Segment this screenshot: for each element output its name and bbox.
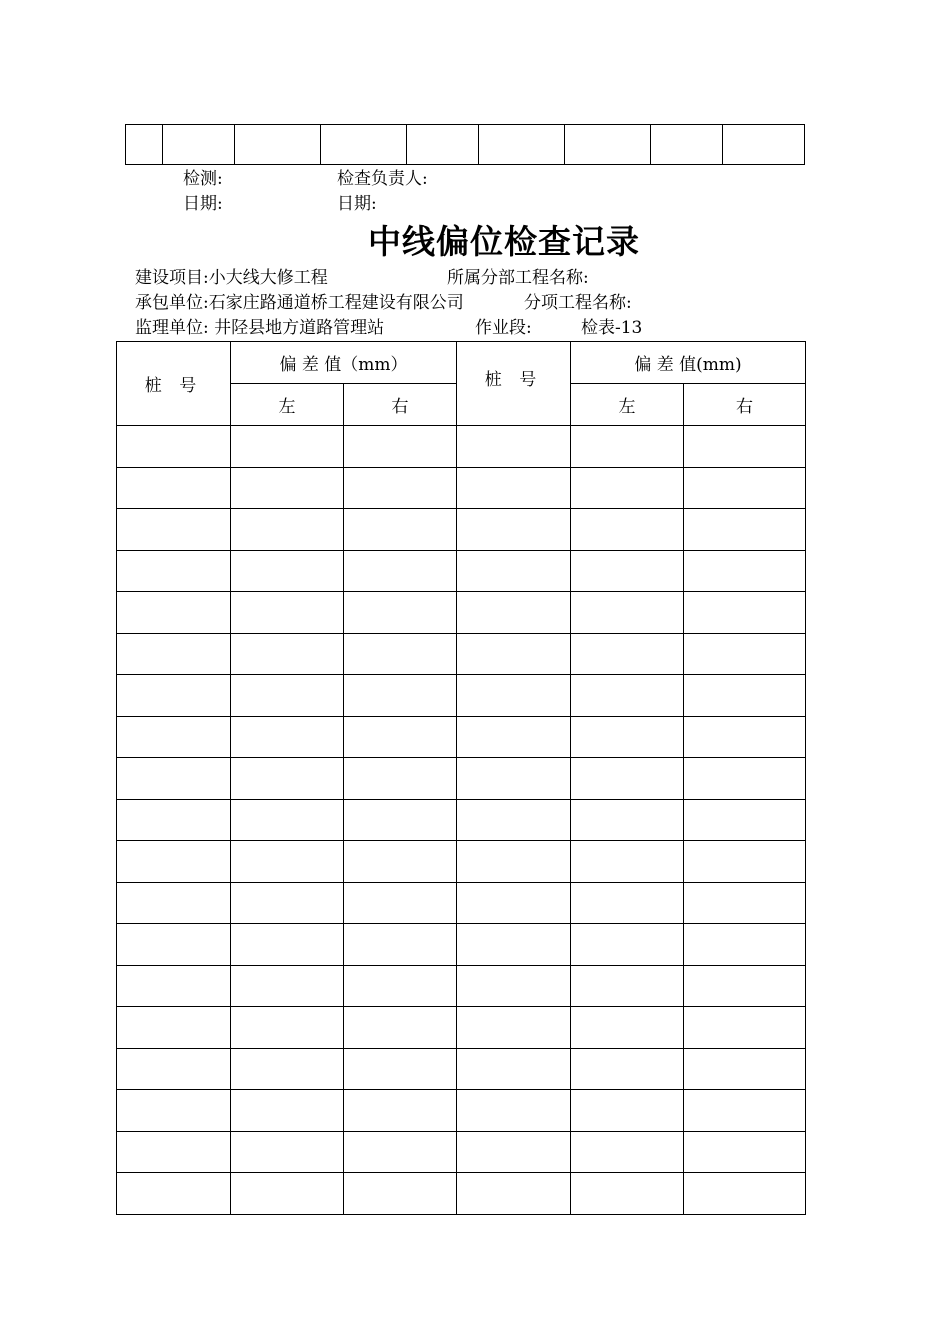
table-cell[interactable]: [117, 1048, 231, 1090]
table-cell[interactable]: [684, 1131, 806, 1173]
inspector-date-label: 日期:: [183, 194, 223, 214]
table-cell[interactable]: [684, 965, 806, 1007]
table-cell[interactable]: [457, 1048, 571, 1090]
table-cell[interactable]: [571, 1007, 684, 1049]
table-cell[interactable]: [117, 758, 231, 800]
table-cell[interactable]: [571, 675, 684, 717]
strip-cell: [163, 125, 235, 165]
table-cell[interactable]: [457, 1131, 571, 1173]
table-cell[interactable]: [684, 799, 806, 841]
table-cell[interactable]: [344, 675, 457, 717]
table-cell[interactable]: [231, 675, 344, 717]
table-row: [117, 1131, 806, 1173]
table-cell[interactable]: [344, 758, 457, 800]
table-row: [117, 882, 806, 924]
table-cell[interactable]: [117, 924, 231, 966]
strip-cell: [723, 125, 805, 165]
form-number: 检表-13: [581, 318, 643, 338]
table-cell[interactable]: [117, 633, 231, 675]
table-cell[interactable]: [457, 882, 571, 924]
table-cell[interactable]: [117, 799, 231, 841]
table-cell[interactable]: [344, 467, 457, 509]
table-row: [117, 1007, 806, 1049]
table-cell[interactable]: [571, 758, 684, 800]
table-cell[interactable]: [457, 426, 571, 468]
table-cell[interactable]: [231, 758, 344, 800]
table-cell[interactable]: [571, 426, 684, 468]
strip-cell: [126, 125, 163, 165]
supervision-field: 监理单位: 井陉县地方道路管理站: [135, 318, 385, 338]
project-field: 建设项目:小大线大修工程: [135, 268, 328, 288]
table-cell[interactable]: [344, 550, 457, 592]
table-row: [117, 633, 806, 675]
table-cell[interactable]: [571, 924, 684, 966]
table-cell[interactable]: [344, 1048, 457, 1090]
table-row: [117, 1048, 806, 1090]
division-field: 所属分部工程名称:: [447, 268, 589, 288]
right-header: 右: [684, 384, 806, 426]
supervisor-date-label: 日期:: [337, 194, 377, 214]
table-cell[interactable]: [684, 592, 806, 634]
table-cell[interactable]: [231, 592, 344, 634]
table-row: [117, 924, 806, 966]
table-cell[interactable]: [231, 1007, 344, 1049]
table-cell[interactable]: [457, 592, 571, 634]
table-cell[interactable]: [571, 799, 684, 841]
table-cell[interactable]: [117, 509, 231, 551]
table-cell[interactable]: [571, 1173, 684, 1215]
table-cell[interactable]: [344, 426, 457, 468]
table-cell[interactable]: [117, 1173, 231, 1215]
table-cell[interactable]: [117, 1131, 231, 1173]
table-cell[interactable]: [117, 675, 231, 717]
table-cell[interactable]: [231, 550, 344, 592]
table-cell[interactable]: [684, 841, 806, 883]
strip-cell: [565, 125, 651, 165]
table-cell[interactable]: [571, 1048, 684, 1090]
table-cell[interactable]: [344, 1131, 457, 1173]
table-row: [117, 426, 806, 468]
table-cell[interactable]: [231, 509, 344, 551]
table-cell[interactable]: [684, 882, 806, 924]
right-header: 右: [344, 384, 457, 426]
pile-number-header-right: 桩 号: [457, 342, 571, 426]
deviation-header-left: 偏 差 值（mm）: [231, 342, 457, 384]
page-title: 中线偏位检查记录: [368, 222, 640, 261]
table-cell[interactable]: [344, 841, 457, 883]
table-cell[interactable]: [684, 633, 806, 675]
table-cell[interactable]: [231, 716, 344, 758]
table-cell[interactable]: [117, 1090, 231, 1132]
table-cell[interactable]: [571, 550, 684, 592]
table-cell[interactable]: [684, 426, 806, 468]
table-cell[interactable]: [457, 841, 571, 883]
table-cell[interactable]: [344, 1090, 457, 1132]
left-header: 左: [231, 384, 344, 426]
table-cell[interactable]: [571, 882, 684, 924]
table-row: [117, 716, 806, 758]
table-cell[interactable]: [457, 550, 571, 592]
table-cell[interactable]: [344, 924, 457, 966]
table-row: [117, 1173, 806, 1215]
table-cell[interactable]: [117, 426, 231, 468]
table-cell[interactable]: [344, 1007, 457, 1049]
table-row: [117, 467, 806, 509]
table-cell[interactable]: [344, 965, 457, 1007]
table-cell[interactable]: [117, 592, 231, 634]
deviation-header-right: 偏 差 值(mm): [571, 342, 806, 384]
supervisor-label: 检查负责人:: [337, 169, 428, 189]
strip-cell: [479, 125, 565, 165]
table-row: [117, 758, 806, 800]
table-row: [117, 1090, 806, 1132]
table-cell[interactable]: [344, 1173, 457, 1215]
table-cell[interactable]: [117, 841, 231, 883]
table-cell[interactable]: [231, 467, 344, 509]
table-cell[interactable]: [117, 716, 231, 758]
table-cell[interactable]: [571, 716, 684, 758]
subitem-field: 分项工程名称:: [524, 293, 632, 313]
table-cell[interactable]: [571, 965, 684, 1007]
table-cell[interactable]: [457, 1007, 571, 1049]
table-cell[interactable]: [231, 1131, 344, 1173]
table-cell[interactable]: [684, 1048, 806, 1090]
table-cell[interactable]: [231, 841, 344, 883]
table-row: [117, 592, 806, 634]
table-cell[interactable]: [571, 1131, 684, 1173]
table-cell[interactable]: [231, 1048, 344, 1090]
strip-cell: [321, 125, 407, 165]
table-cell[interactable]: [231, 799, 344, 841]
table-row: [117, 841, 806, 883]
table-cell[interactable]: [457, 509, 571, 551]
pile-number-header-left: 桩 号: [117, 342, 231, 426]
table-cell[interactable]: [231, 882, 344, 924]
table-row: [117, 799, 806, 841]
table-cell[interactable]: [457, 965, 571, 1007]
table-cell[interactable]: [684, 1090, 806, 1132]
table-cell[interactable]: [457, 467, 571, 509]
table-cell[interactable]: [231, 426, 344, 468]
strip-cell: [235, 125, 321, 165]
table-body: [117, 426, 806, 1215]
table-row: [117, 675, 806, 717]
table-cell[interactable]: [117, 467, 231, 509]
table-cell[interactable]: [457, 758, 571, 800]
table-cell[interactable]: [117, 882, 231, 924]
inspector-label: 检测:: [183, 169, 223, 189]
table-cell[interactable]: [457, 675, 571, 717]
table-cell[interactable]: [457, 1173, 571, 1215]
table-cell[interactable]: [684, 509, 806, 551]
table-cell[interactable]: [344, 716, 457, 758]
table-cell[interactable]: [344, 633, 457, 675]
table-cell[interactable]: [344, 509, 457, 551]
table-cell[interactable]: [571, 1090, 684, 1132]
table-cell[interactable]: [684, 716, 806, 758]
table-cell[interactable]: [571, 592, 684, 634]
table-cell[interactable]: [231, 965, 344, 1007]
table-cell[interactable]: [231, 1090, 344, 1132]
table-cell[interactable]: [117, 550, 231, 592]
table-cell[interactable]: [231, 633, 344, 675]
table-cell[interactable]: [231, 924, 344, 966]
table-cell[interactable]: [571, 509, 684, 551]
strip-cell: [651, 125, 723, 165]
table-cell[interactable]: [344, 799, 457, 841]
strip-cell: [407, 125, 479, 165]
section-field: 作业段:: [475, 318, 532, 338]
table-row: [117, 550, 806, 592]
table-cell[interactable]: [684, 467, 806, 509]
table-cell[interactable]: [684, 675, 806, 717]
table-cell[interactable]: [571, 467, 684, 509]
table-cell[interactable]: [684, 1173, 806, 1215]
table-cell[interactable]: [117, 965, 231, 1007]
table-cell[interactable]: [344, 592, 457, 634]
table-cell[interactable]: [684, 1007, 806, 1049]
table-cell[interactable]: [457, 716, 571, 758]
deviation-table: [116, 341, 806, 1215]
left-header: 左: [571, 384, 684, 426]
table-cell[interactable]: [344, 882, 457, 924]
contractor-field: 承包单位:石家庄路通道桥工程建设有限公司: [135, 293, 464, 313]
top-blank-strip: [125, 124, 805, 165]
table-cell[interactable]: [571, 633, 684, 675]
table-cell[interactable]: [457, 633, 571, 675]
table-cell[interactable]: [684, 758, 806, 800]
table-cell[interactable]: [684, 924, 806, 966]
table-cell[interactable]: [457, 924, 571, 966]
table-cell[interactable]: [117, 1007, 231, 1049]
table-row: [117, 965, 806, 1007]
table-cell[interactable]: [571, 841, 684, 883]
table-row: [117, 509, 806, 551]
table-cell[interactable]: [457, 1090, 571, 1132]
table-cell[interactable]: [684, 550, 806, 592]
table-cell[interactable]: [457, 799, 571, 841]
table-cell[interactable]: [231, 1173, 344, 1215]
